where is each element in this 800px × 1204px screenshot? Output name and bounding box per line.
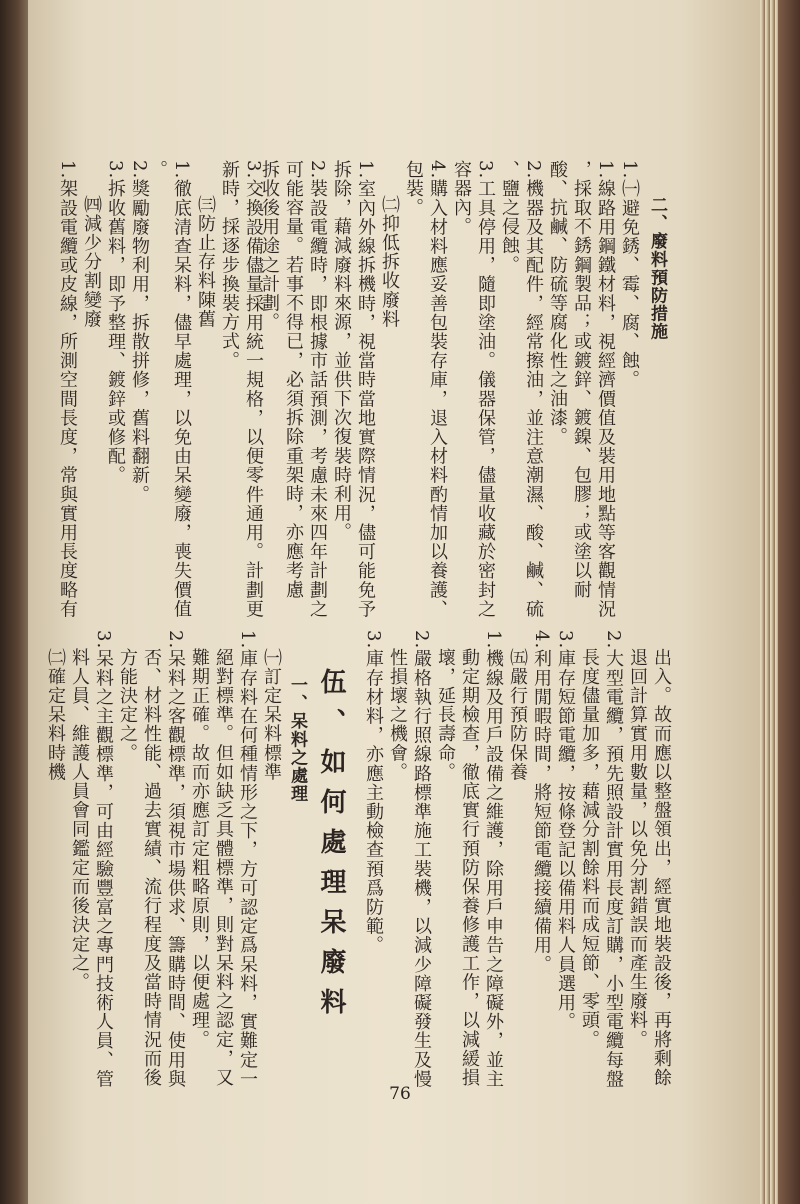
- text-column: 性損壞之機會。: [387, 648, 408, 782]
- text-column: 料人員、維護人員會同鑑定而後決定之。: [69, 648, 90, 992]
- text-column: ，採取不銹鋼製品；或鍍鋅、鍍鎳、包膠；或塗以耐: [571, 160, 592, 600]
- text-column: 3.拆收舊料，即予整理、鍍鋅或修配。: [105, 160, 126, 485]
- text-column: 包裝。: [403, 160, 424, 218]
- text-column: 1.線路用鋼鐵材料，視經濟價值及裝用地點等客觀情況: [595, 160, 616, 619]
- section-heading: 一、呆料之處理: [287, 676, 307, 803]
- text-column: 。: [147, 160, 168, 180]
- subsection-heading: ㈤嚴行預防保養: [507, 648, 528, 782]
- text-column: 1.庫存料在何種情形之下，方可認定爲呆料，實難定一: [237, 630, 258, 1089]
- text-column: 4.利用閒暇時間，將短節電纜接續備用。: [531, 630, 552, 975]
- text-column: 拆除，藉減廢料來源，並供下次復裝時利用。: [331, 160, 352, 542]
- text-column: 酸、抗鹹、防硫等腐化性之油漆。: [547, 160, 568, 447]
- text-column: 、鹽之侵蝕。: [499, 160, 520, 275]
- text-column: 2.機器及其配件，經常擦油，並注意潮濕、酸、鹹、硫: [523, 160, 544, 619]
- text-column: 1.㈠避免銹、霉、腐、蝕。: [619, 160, 640, 390]
- text-column: 1.機線及用戶設備之維護，除用戶申告之障礙外，並主: [483, 630, 504, 1089]
- text-column: 拆收後用途之計劃。: [259, 160, 280, 332]
- subsection-heading: ㈡抑低拆收廢料: [379, 195, 400, 329]
- text-column: 2.呆料之客觀標準，須視市場供求、籌購時間、使用與: [165, 630, 186, 1089]
- text-column: 方能決定之。: [117, 648, 138, 763]
- subsection-heading: ㈣減少分割變廢: [81, 195, 102, 329]
- book-cover-edge: [778, 0, 800, 1204]
- text-column: 2.大型電纜，預先照設計實用長度訂購，小型電纜每盤: [603, 630, 624, 1089]
- text-column: 長度儘量加多，藉減分割餘料而成短節、零頭。: [579, 648, 600, 1050]
- subsection-heading: ㈡確定呆料時機: [45, 648, 66, 782]
- text-column: 壞，延長壽命。: [435, 648, 456, 782]
- section-heading: 二、廢料預防措施: [647, 196, 667, 341]
- text-column: 出入。故而應以整盤領出，經實地裝設後，再將剩餘: [651, 648, 672, 1088]
- text-column: 1.架設電纜或皮線，所測空間長度，常與實用長度略有: [57, 160, 78, 619]
- text-column: 2.嚴格執行照線路標準施工裝機，以減少障礙發生及慢: [411, 630, 432, 1089]
- book-spine-edge: [0, 0, 30, 1204]
- text-column: 3.工具停用，隨即塗油。儀器保管，儘量收藏於密封之: [475, 160, 496, 619]
- subsection-heading: ㈠訂定呆料標準: [261, 648, 282, 782]
- text-column: 絕對標準。但如缺乏具體標準，則對呆料之認定，又: [213, 648, 234, 1088]
- text-column: 2.裝設電纜時，即根據市話預測，考慮未來四年計劃之: [307, 160, 328, 619]
- text-column: 3.交換設備儘量採用統一規格，以便零件通用。計劃更: [243, 160, 264, 619]
- text-column: 4.購入材料應妥善包裝存庫，退入材料酌情加以養護、: [427, 160, 448, 619]
- text-column: 3.庫存材料，亦應主動檢查預爲防範。: [363, 630, 384, 955]
- text-column: 可能容量。若事不得已，必須拆除重架時，亦應考慮: [283, 160, 304, 600]
- text-column: 3.庫存短節電纜，按條登記以備用料人員選用。: [555, 630, 576, 1032]
- subsection-heading: ㈢防止存料陳舊: [195, 195, 216, 329]
- text-column: 容器內。: [451, 160, 472, 237]
- page-number: 76: [389, 1084, 411, 1104]
- text-column: 2.獎勵廢物利用，拆散拼修，舊料翻新。: [129, 160, 150, 505]
- chapter-heading: 伍、如何處理呆廢料: [316, 668, 346, 1028]
- text-column: 動定期檢查，徹底實行預防保養修護工作，以減緩損: [459, 648, 480, 1088]
- text-column: 難期正確。故而亦應訂定粗略原則，以便處理。: [189, 648, 210, 1050]
- text-column: 退回計算實用數量，以免分割錯誤而產生廢料。: [627, 648, 648, 1050]
- text-column: 否、材料性能、過去實績、流行程度及當時情況而後: [141, 648, 162, 1088]
- text-column: 1.室內外線拆機時，視當時當地實際情況，儘可能免予: [355, 160, 376, 619]
- text-column: 1.徹底清查呆料，儘早處理，以免由呆變廢，喪失價值: [171, 160, 192, 619]
- text-column: 新時，採逐步換裝方式。: [219, 160, 240, 371]
- text-column: 3.呆料之主觀標準，可由經驗豐富之專門技術人員、管: [93, 630, 114, 1089]
